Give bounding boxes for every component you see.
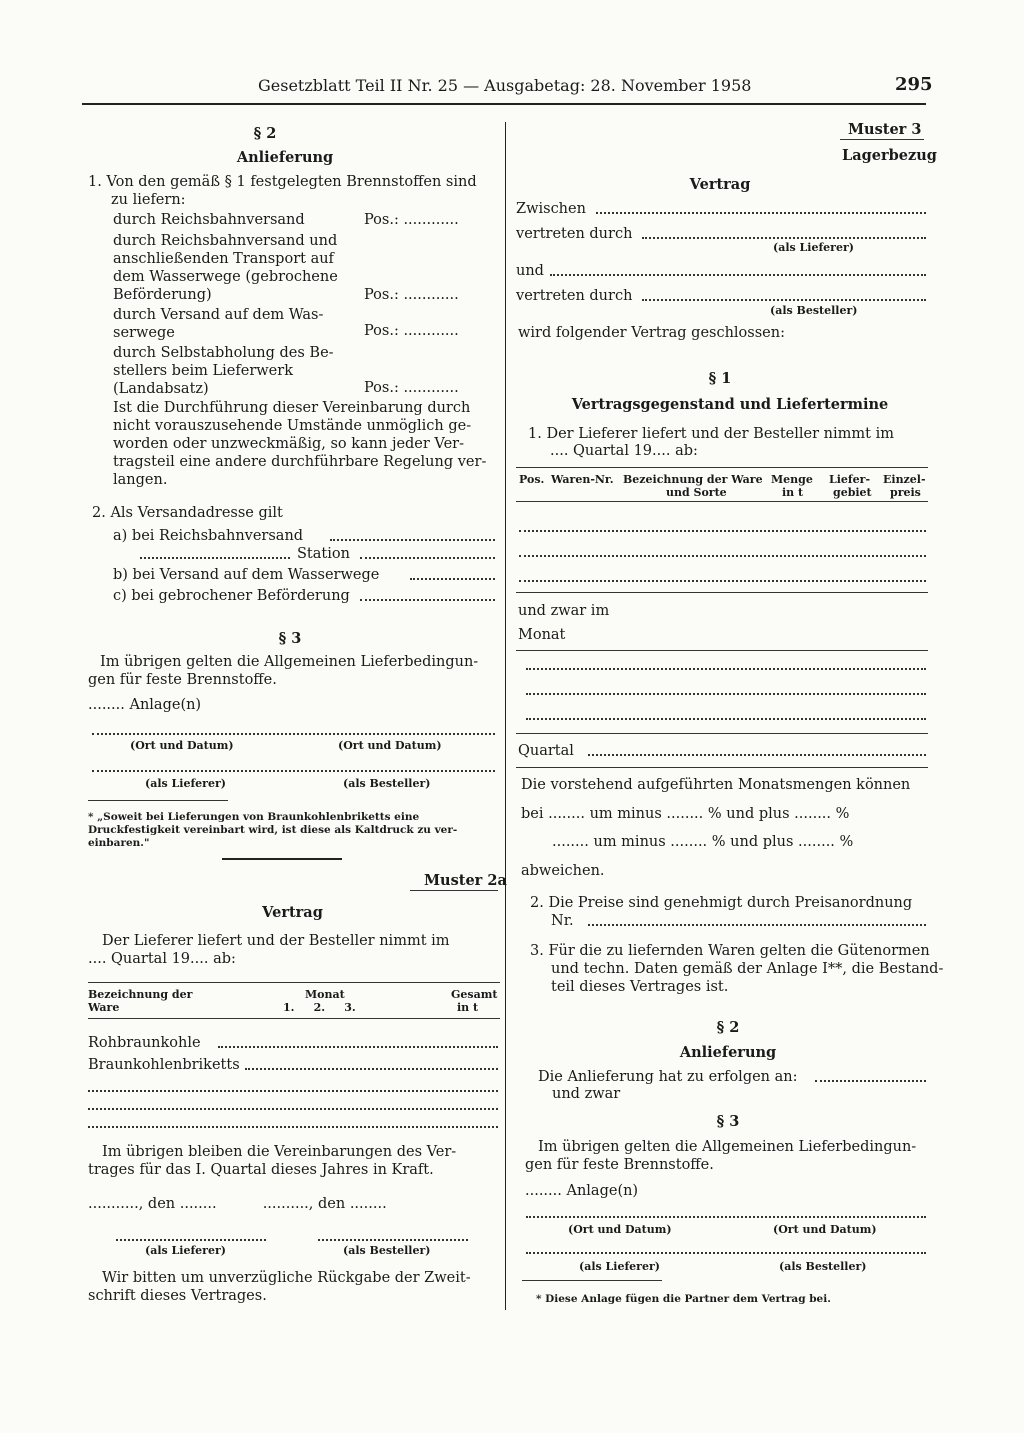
m3-anlage: ........ Anlage(n)	[525, 1183, 639, 1199]
m3-sign-line1	[526, 1216, 926, 1218]
s2-station-fill-left	[140, 557, 290, 559]
s3-sign-line1	[92, 733, 495, 735]
page-header-title: Gesetzblatt Teil II Nr. 25 — Ausgabetag: 28. November 1958	[258, 76, 752, 95]
m3-monat-rule	[516, 650, 928, 651]
page-number: 295	[895, 74, 933, 95]
m3-quartal: Quartal	[518, 743, 574, 759]
s3-liefer: (als Lieferer)	[145, 777, 226, 790]
m3-th-gebiet-1: Liefer-	[829, 473, 871, 486]
m3-monat-fill2	[526, 693, 926, 695]
m2a-sign-line-right	[318, 1239, 468, 1241]
m3-item3-line2: und techn. Daten gemäß der Anlage I**, die Bestand-	[551, 961, 944, 977]
s2-para-line3: worden oder unzweckmäßig, so kann jeder Ver-	[113, 436, 464, 452]
m3-s3-heading: § 3	[716, 1113, 740, 1130]
column-divider	[505, 122, 506, 1310]
m2a-row4-fill	[88, 1108, 498, 1110]
s2-station-fill-right	[360, 557, 495, 559]
m3-table-fill3	[519, 580, 926, 582]
m3-als-lieferer: (als Lieferer)	[773, 241, 854, 254]
s2-item2a: a) bei Reichsbahnversand	[113, 528, 304, 544]
s2-para-line5: langen.	[113, 472, 168, 488]
m3-monat-rule-end	[516, 733, 928, 734]
m3-th-pos: Pos.	[519, 473, 545, 486]
m3-s2-title: Anlieferung	[679, 1044, 777, 1061]
m3-s1-title: Vertragsgegenstand und Liefertermine	[571, 396, 889, 413]
m3-table-fill1	[519, 530, 926, 532]
m3-als-besteller: (als Besteller)	[770, 304, 858, 317]
m3-item3-line1: 3. Für die zu liefernden Waren gelten die Gütenormen	[530, 943, 930, 959]
m3-vertreten2-fill	[642, 299, 926, 301]
m3-vertreten1: vertreten durch	[516, 226, 633, 242]
m3-s3-text-line1: Im übrigen gelten die Allgemeinen Lieferbedingun-	[538, 1139, 917, 1155]
section-separator	[222, 858, 342, 860]
m3-bei-line1: bei ........ um minus ........ % und plus ........ %	[521, 806, 850, 822]
m3-und: und	[516, 263, 544, 279]
m3-quartal-rule	[516, 767, 928, 768]
s2-item1-line2: zu liefern:	[111, 192, 186, 208]
s2-pos3: Pos.: ............	[364, 323, 459, 339]
m3-item2-line2: Nr.	[551, 913, 574, 929]
s2-option2-line4: Beförderung)	[113, 287, 212, 303]
m3-sign-line2	[526, 1252, 926, 1254]
s3-heading: § 3	[278, 630, 302, 647]
m2a-return-line2: schrift dieses Vertrages.	[88, 1288, 267, 1304]
m3-geschlossen: wird folgender Vertrag geschlossen:	[518, 325, 785, 341]
s2-subheading: Anlieferung	[236, 149, 334, 166]
m3-table-rule-top	[516, 467, 928, 468]
m3-s1-item1-line2: .... Quartal 19.... ab:	[550, 443, 698, 459]
m3-th-preis-2: preis	[890, 486, 921, 499]
m3-th-preis-1: Einzel-	[883, 473, 926, 486]
m3-zwischen-fill	[596, 212, 926, 214]
s2-option4-line2: stellers beim Lieferwerk	[113, 363, 293, 379]
m3-th-bez-1: Bezeichnung der Ware	[623, 473, 763, 486]
s3-text-line1: Im übrigen gelten die Allgemeinen Lieferbedingun-	[100, 654, 479, 670]
m3-monat: Monat	[518, 627, 566, 643]
s2-item2a-fill	[330, 539, 495, 541]
s2-para-line1: Ist die Durchführung dieser Vereinbarung durch	[113, 400, 471, 416]
m3-table-fill2	[519, 555, 926, 557]
footnote-rule	[88, 800, 228, 801]
m2a-table-rule-bottom	[88, 1018, 500, 1019]
m3-monatsmengen: Die vorstehend aufgeführten Monatsmengen können	[521, 777, 911, 793]
s3-text-line2: gen für feste Brennstoffe.	[88, 672, 277, 688]
m3-ort1: (Ort und Datum)	[568, 1223, 672, 1236]
m3-item2-fill	[588, 924, 926, 926]
m3-item3-line3: teil dieses Vertrages ist.	[551, 979, 729, 995]
m3-s3-text-line2: gen für feste Brennstoffe.	[525, 1157, 714, 1173]
m3-table-rule-end	[516, 592, 928, 593]
s2-option3-line1: durch Versand auf dem Was-	[113, 307, 324, 323]
m2a-end-line1: Im übrigen bleiben die Vereinbarungen des Ver-	[102, 1144, 457, 1160]
m3-s1-item1-line1: 1. Der Lieferer liefert und der Besteller nimmt im	[528, 426, 894, 442]
muster-3-label: Muster 3	[848, 121, 922, 138]
m3-s2-text-line1: Die Anlieferung hat zu erfolgen an:	[538, 1069, 798, 1085]
s2-option2-line1: durch Reichsbahnversand und	[113, 233, 338, 249]
m3-table-rule-bottom	[516, 501, 928, 502]
s2-item1-line1: 1. Von den gemäß § 1 festgelegten Brennstoffen sind	[88, 174, 477, 190]
muster-2a-underline	[410, 890, 498, 891]
s2-item2b-fill	[410, 578, 495, 580]
s2-option3-line2: serwege	[113, 325, 175, 341]
m3-besteller: (als Besteller)	[779, 1260, 867, 1273]
m3-th-menge-2: in t	[782, 486, 804, 499]
s2-heading: § 2	[253, 125, 277, 142]
m3-monat-fill3	[526, 718, 926, 720]
m2a-besteller: (als Besteller)	[343, 1244, 431, 1257]
m2a-row-braunkohlenbriketts: Braunkohlenbriketts	[88, 1057, 240, 1073]
muster-3-sublabel: Lagerbezug	[842, 147, 937, 164]
m2a-title: Vertrag	[262, 904, 323, 921]
m2a-sign-line-left	[116, 1239, 266, 1241]
m2a-liefer: (als Lieferer)	[145, 1244, 226, 1257]
s2-item2b: b) bei Versand auf dem Wasserwege	[113, 567, 380, 583]
m3-th-menge-1: Menge	[771, 473, 813, 486]
s2-item2: 2. Als Versandadresse gilt	[92, 505, 283, 521]
m3-monat-fill1	[526, 668, 926, 670]
m3-und-zwar: und zwar im	[518, 603, 610, 619]
m3-bei-line2: ........ um minus ........ % und plus ........ %	[552, 834, 854, 850]
muster-3-underline	[840, 139, 924, 140]
m3-footnote: * Diese Anlage fügen die Partner dem Vertrag bei.	[536, 1293, 831, 1305]
m2a-col-month-nums: 1. 2. 3.	[283, 1001, 356, 1014]
m2a-row1-fill	[218, 1046, 498, 1048]
m3-footnote-rule	[522, 1280, 662, 1281]
m3-s2-fill	[815, 1080, 926, 1082]
s3-ort2: (Ort und Datum)	[338, 739, 442, 752]
m2a-col-monat: Monat	[305, 988, 345, 1001]
s2-option2-line3: dem Wasserwege (gebrochene	[113, 269, 338, 285]
m3-item2-line1: 2. Die Preise sind genehmigt durch Preisanordnung	[530, 895, 913, 911]
m2a-table-rule-top	[88, 982, 500, 983]
m3-vertreten2: vertreten durch	[516, 288, 633, 304]
m2a-row2-fill	[245, 1068, 498, 1070]
s2-pos4: Pos.: ............	[364, 380, 459, 396]
m3-s2-text-line2: und zwar	[552, 1086, 621, 1102]
s2-option4-line3: (Landabsatz)	[113, 381, 209, 397]
m2a-row-rohbraunkohle: Rohbraunkohle	[88, 1035, 201, 1051]
m2a-end-line2: trages für das I. Quartal dieses Jahres in Kraft.	[88, 1162, 434, 1178]
s3-besteller: (als Besteller)	[343, 777, 431, 790]
m2a-den-line: ..........., den ........ .........., den ........	[88, 1196, 387, 1212]
footnote-line2: Druckfestigkeit vereinbart wird, ist diese als Kaltdruck zu ver-	[88, 824, 458, 836]
s2-station: Station	[297, 546, 350, 562]
m3-th-nr: Waren-Nr.	[551, 473, 614, 486]
s3-ort1: (Ort und Datum)	[130, 739, 234, 752]
m3-s1-heading: § 1	[708, 370, 732, 387]
m3-und-fill	[550, 274, 926, 276]
m3-title: Vertrag	[689, 176, 751, 193]
muster-2a-label: Muster 2a	[424, 872, 507, 889]
m2a-col-gesamt-1: Gesamt	[451, 988, 498, 1001]
m2a-row5-fill	[88, 1126, 498, 1128]
m3-zwischen: Zwischen	[516, 201, 586, 217]
m3-vertreten1-fill	[642, 237, 926, 239]
s2-item2c: c) bei gebrochener Beförderung	[113, 588, 350, 604]
m3-th-bez-2: und Sorte	[666, 486, 727, 499]
s2-option2-line2: anschließenden Transport auf	[113, 251, 334, 267]
m2a-col-ware-1: Bezeichnung der	[88, 988, 193, 1001]
m2a-col-gesamt-2: in t	[457, 1001, 479, 1014]
m3-s2-heading: § 2	[716, 1019, 740, 1036]
m2a-col-ware-2: Ware	[88, 1001, 120, 1014]
m2a-intro-line1: Der Lieferer liefert und der Besteller nimmt im	[102, 933, 450, 949]
s2-para-line2: nicht vorauszusehende Umstände unmöglich ge-	[113, 418, 472, 434]
footnote-line1: * „Soweit bei Lieferungen von Braunkohlenbriketts eine	[88, 811, 420, 823]
m2a-row3-fill	[88, 1090, 498, 1092]
m3-th-gebiet-2: gebiet	[833, 486, 872, 499]
m3-ort2: (Ort und Datum)	[773, 1223, 877, 1236]
m3-quartal-fill	[588, 754, 926, 756]
m2a-intro-line2: .... Quartal 19.... ab:	[88, 951, 236, 967]
s3-anlage: ........ Anlage(n)	[88, 697, 202, 713]
m2a-return-line1: Wir bitten um unverzügliche Rückgabe der Zweit-	[102, 1270, 471, 1286]
s2-para-line4: tragsteil eine andere durchführbare Regelung ver-	[113, 454, 487, 470]
s2-pos2: Pos.: ............	[364, 287, 459, 303]
s3-sign-line2	[92, 770, 495, 772]
s2-pos1: Pos.: ............	[364, 212, 459, 228]
footnote-line3: einbaren."	[88, 837, 150, 849]
m3-abweichen: abweichen.	[521, 863, 605, 879]
s2-option1: durch Reichsbahnversand	[113, 212, 305, 228]
s2-option4-line1: durch Selbstabholung des Be-	[113, 345, 334, 361]
m3-liefer: (als Lieferer)	[579, 1260, 660, 1273]
s2-item2c-fill	[360, 599, 495, 601]
header-rule	[82, 103, 926, 105]
